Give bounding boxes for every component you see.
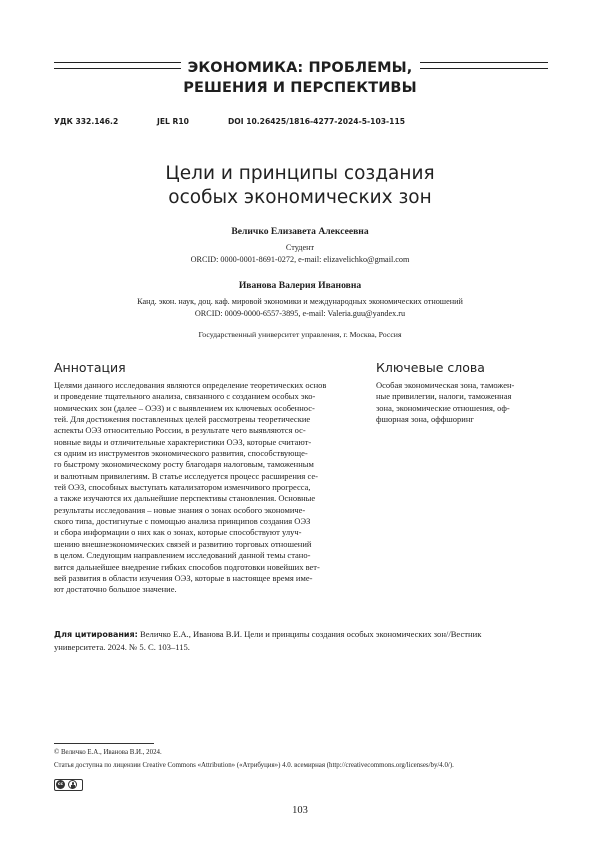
abstract-line: а также изучаются их дальнейшие перспективы становления. Основные [54, 493, 316, 504]
citation-line1 [54, 628, 548, 641]
abstract-line: Целями данного исследования являются определение теоретических основ [54, 380, 327, 390]
abstract-line: ся одним из инструментов экономического развития, способствующе- [54, 448, 308, 459]
citation-block [54, 628, 548, 653]
keywords-line: Особая экономическая зона, таможен- [376, 380, 515, 390]
keywords-heading: Ключевые слова [376, 360, 485, 375]
citation-label: Для цитирования: [54, 630, 138, 639]
jel-code: JEL R10 [157, 117, 189, 126]
author-contacts: ORCID: 0000-0001-8691-0272, e-mail: elizavelichko@gmail.com [190, 254, 410, 264]
copyright-note: © Величко Е.А., Иванова В.И., 2024. [54, 749, 162, 756]
keywords-line: ные привилегии, налоги, таможенная [376, 391, 512, 402]
abstract-line: аспекты ОЭЗ относительно России, в результате чего выявляются ос- [54, 425, 306, 436]
page-number: 103 [292, 805, 308, 816]
abstract-line: новные виды и отличительные характеристики ОЭЗ, которые считают- [54, 436, 312, 447]
keywords-body [376, 380, 548, 425]
abstract-line: тей ОЭЗ, способных выступать катализатором изменчивого прогресса, [54, 482, 311, 493]
article-title [0, 162, 600, 210]
abstract-line: ют достаточно большое значение. [54, 584, 177, 595]
keywords-line: фшорная зона, оффшоринг [376, 414, 474, 425]
abstract-line: тей. Для достижения поставленных целей рассмотрены теоретические [54, 414, 311, 425]
journal-title-line1: ЭКОНОМИКА: ПРОБЛЕМЫ, [187, 60, 413, 76]
author-block-1 [0, 226, 600, 265]
journal-title-line2: РЕШЕНИЯ И ПЕРСПЕКТИВЫ [183, 80, 417, 96]
keywords-line: зона, экономические отношения, оф- [376, 402, 510, 413]
abstract-line: и валютным привилегиям. В статье исследуется процесс расширения се- [54, 470, 318, 481]
license-note[interactable]: Статья доступна по лицензии Creative Commons «Attribution» («Атрибуция») 4.0. всемирная (http://creativecommons.org/licenses/by/4.0/). [54, 762, 454, 769]
doi-link[interactable]: DOI 10.26425/1816-4277-2024-5-103-115 [228, 117, 406, 126]
citation-text-line2: университета. 2024. № 5. С. 103–115. [54, 642, 190, 652]
author-name: Иванова Валерия Ивановна [238, 280, 362, 291]
abstract-line: шению внешнеэкономических связей и развитию торговых отношений [54, 538, 312, 549]
abstract-line: го быстрому экономическому росту благодаря налоговым, таможенным [54, 459, 314, 470]
attribution-person-icon [68, 780, 77, 789]
citation-text-line1: Величко Е.А., Иванова В.И. Цели и принципы создания особых экономических зон//Вестник [140, 629, 482, 639]
article-title-line2: особых экономических зон [168, 187, 432, 208]
abstract-heading: Аннотация [54, 360, 126, 375]
abstract-line: номических зон (далее – ОЭЗ) и с выявлением их ключевых особеннос- [54, 402, 315, 413]
cc-icon: cc [57, 782, 64, 787]
abstract-line: вится дальнейшее внедрение гибких способов подготовки новейших вет- [54, 561, 320, 572]
abstract-line: результаты исследования – новые знания о зонах особого экономиче- [54, 504, 306, 515]
journal-title [0, 58, 600, 98]
article-title-line1: Цели и принципы создания [165, 163, 435, 184]
udc-code: УДК 332.146.2 [54, 117, 119, 126]
abstract-line: и сбора информации о них как о зонах, которые способствуют улуч- [54, 527, 302, 538]
footnote-rule [54, 743, 154, 744]
author-block-2 [0, 280, 600, 319]
author-position: Студент [285, 243, 315, 252]
affiliation: Государственный университет управления, г. Москва, Россия [198, 330, 402, 339]
author-name: Величко Елизавета Алексеевна [231, 226, 369, 237]
abstract-line: вей развития в области изучения ОЭЗ, которые в настоящее время име- [54, 572, 313, 583]
author-position: Канд. экон. наук, доц. каф. мировой экономики и международных экономических отношений [137, 297, 463, 306]
author-contacts: ORCID: 0009-0000-6557-3895, e-mail: Valeria.guu@yandex.ru [194, 308, 406, 318]
abstract-line: и проведение тщательного анализа, связанного с созданием особых эко- [54, 391, 316, 402]
cc-by-license-badge[interactable] [54, 779, 83, 791]
abstract-line: ского типа, достигнутые с помощью анализа принципов создания ОЭЗ [54, 516, 311, 527]
abstract-body [54, 380, 356, 596]
abstract-line: в целом. Следующим направлением исследований данной темы стано- [54, 550, 311, 561]
